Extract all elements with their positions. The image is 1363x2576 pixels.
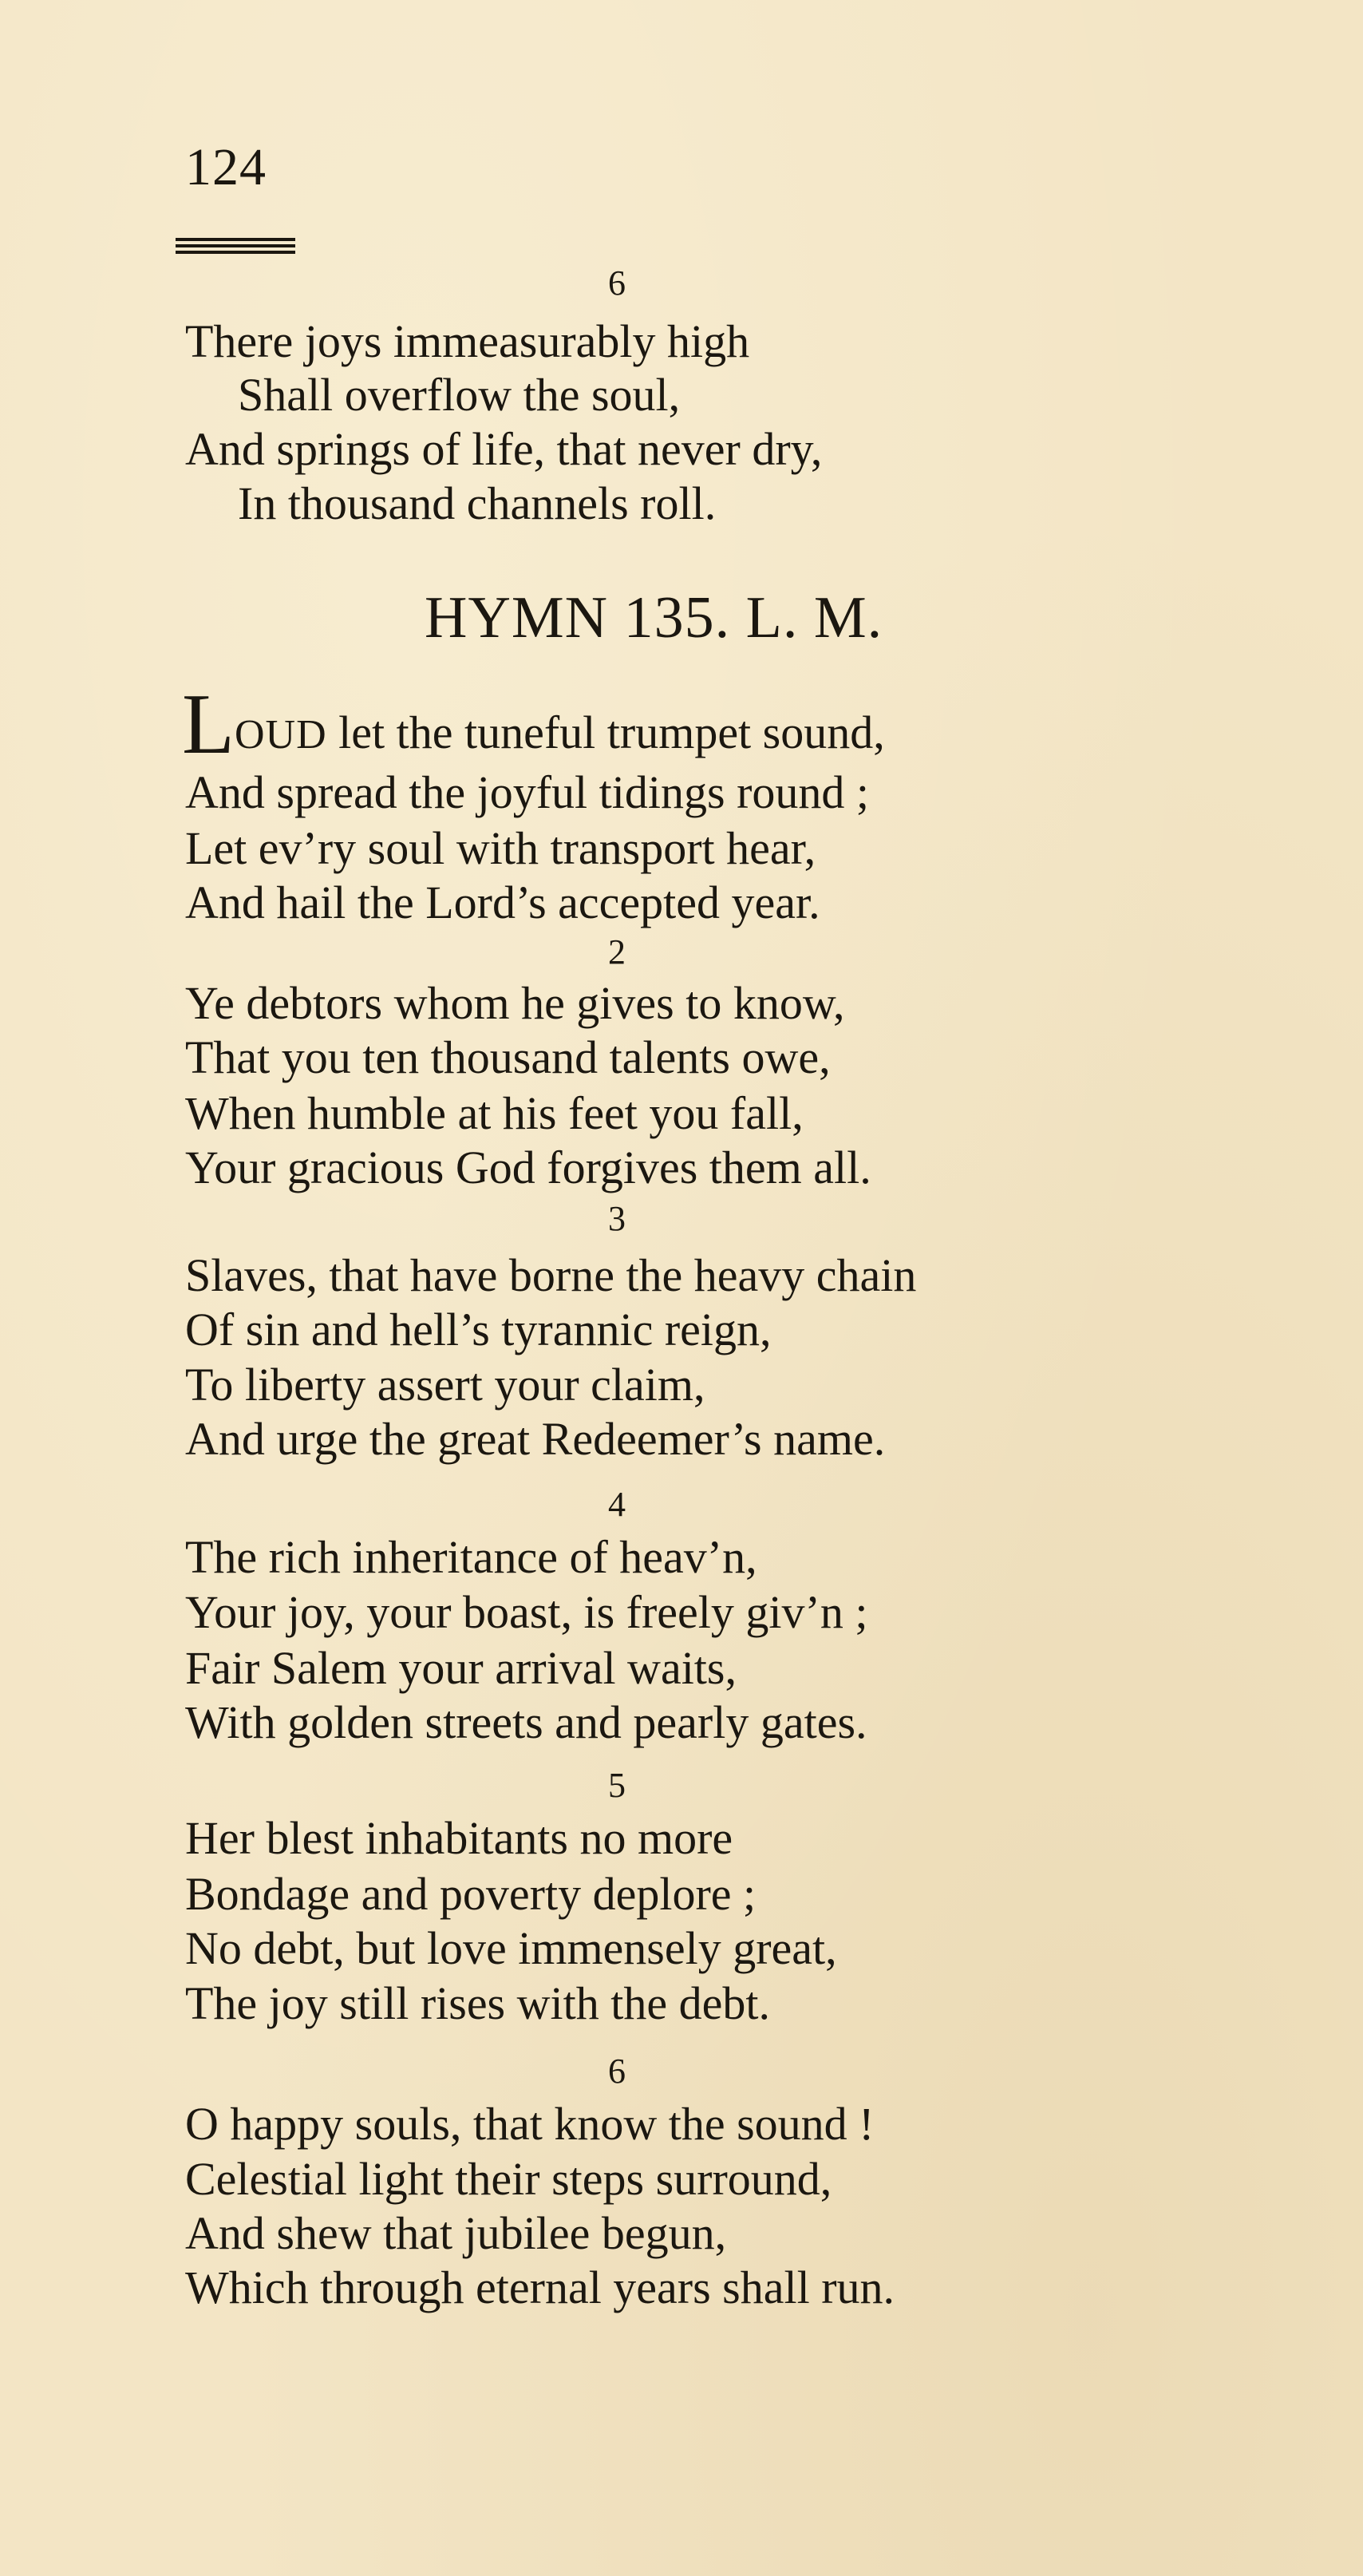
first-line-small-caps: OUD <box>234 712 327 758</box>
verse-3-number: 3 <box>608 1199 626 1238</box>
verse-2-line-2: That you ten thousand talents owe, <box>185 1031 831 1083</box>
verse-1-line-2: And spread the joyful tidings round ; <box>185 766 870 818</box>
verse-5-number: 5 <box>608 1766 626 1805</box>
verse-2-line-4: Your gracious God forgives them all. <box>185 1142 871 1193</box>
verse-4-line-1: The rich inheritance of heav’n, <box>185 1531 757 1583</box>
verse-6-line-2: Celestial light their steps surround, <box>185 2153 832 2205</box>
verse-5-line-1: Her blest inhabitants no more <box>185 1812 733 1864</box>
verse-2-line-3: When humble at his feet you fall, <box>185 1087 804 1139</box>
hymn-title: HYMN 135. L. M. <box>425 585 883 651</box>
continued-verse-line-2: Shall overflow the soul, <box>238 369 681 421</box>
continued-verse-number: 6 <box>608 263 626 303</box>
continued-verse-line-1: There joys immeasurably high <box>185 315 750 367</box>
verse-3-line-4: And urge the great Redeemer’s name. <box>185 1413 886 1465</box>
verse-1-line-1 <box>182 677 885 772</box>
verse-4-line-4: With golden streets and pearly gates. <box>185 1696 867 1748</box>
page-number-rule <box>176 238 295 255</box>
verse-3-line-3: To liberty assert your claim, <box>185 1359 705 1411</box>
verse-5-line-2: Bondage and poverty deplore ; <box>185 1868 757 1920</box>
verse-1-line-3: Let ev’ry soul with transport hear, <box>185 822 816 874</box>
drop-cap: L <box>182 677 235 772</box>
verse-6-number: 6 <box>608 2052 626 2091</box>
verse-4-line-3: Fair Salem your arrival waits, <box>185 1642 737 1694</box>
continued-verse-line-4: In thousand channels roll. <box>238 477 717 529</box>
verse-3-line-1: Slaves, that have borne the heavy chain <box>185 1249 917 1301</box>
page-number: 124 <box>185 138 267 196</box>
verse-4-line-2: Your joy, your boast, is freely giv’n ; <box>185 1586 868 1638</box>
verse-1-line-4: And hail the Lord’s accepted year. <box>185 876 820 928</box>
continued-verse-line-3: And springs of life, that never dry, <box>185 423 823 475</box>
first-line-rest: let the tuneful trumpet sound, <box>326 706 885 758</box>
verse-6-line-4: Which through eternal years shall run. <box>185 2261 895 2313</box>
verse-6-line-1: O happy souls, that know the sound ! <box>185 2098 875 2150</box>
verse-4-number: 4 <box>608 1485 626 1524</box>
verse-2-line-1: Ye debtors whom he gives to know, <box>185 977 845 1029</box>
verse-3-line-2: Of sin and hell’s tyrannic reign, <box>185 1304 772 1355</box>
verse-6-line-3: And shew that jubilee begun, <box>185 2207 727 2259</box>
verse-5-line-4: The joy still rises with the debt. <box>185 1977 770 2029</box>
verse-5-line-3: No debt, but love immensely great, <box>185 1922 837 1974</box>
verse-2-number: 2 <box>608 932 626 971</box>
